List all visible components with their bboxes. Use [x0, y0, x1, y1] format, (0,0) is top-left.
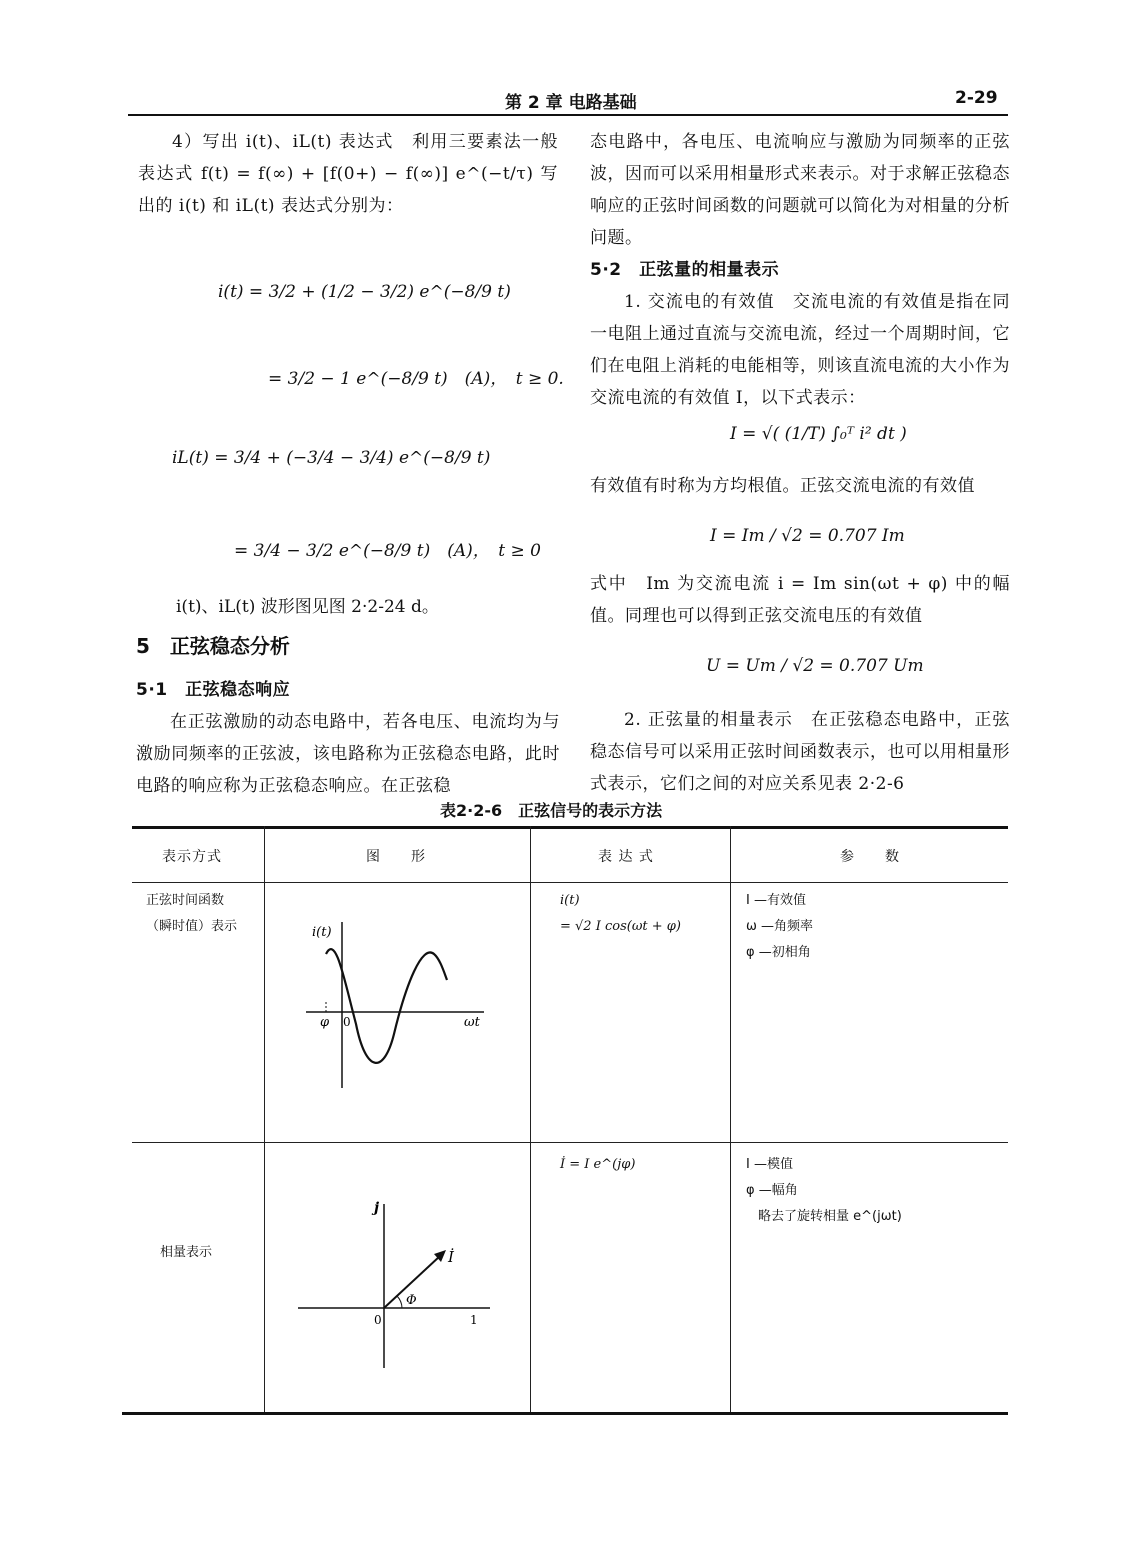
row1-params: [746, 888, 813, 966]
rms-paragraph: 1. 交流电的有效值 交流电流的有效值是指在同一电阻上通过直流与交流电流，经过一个周期时间，它们在电阻上消耗的电能相等，则该直流电流的大小作为交流电流的有效值 I，以下式表示：: [590, 292, 1010, 408]
fig1-zero-label: 0: [343, 1015, 351, 1029]
row1-param-1: I —有效值: [746, 893, 806, 908]
fig2-phi-label: Φ: [406, 1293, 417, 1308]
row2-method: 相量表示: [160, 1245, 213, 1260]
steady-state-cont: 态电路中，各电压、电流响应与激励为同频率的正弦波，因而可以采用相量形式来表示。对于求解正弦稳态响应的正弦时间函数的问题就可以简化为对相量的分析问题。: [590, 132, 1010, 248]
row1-expression: [560, 888, 681, 940]
left-column: [138, 126, 558, 222]
table-header-method: 表示方式: [162, 849, 222, 865]
table-bottom-rule: [122, 1412, 1008, 1415]
row1-expr-line1: i(t): [560, 893, 580, 908]
im-paragraph: 式中 Im 为交流电流 i = Im sin(ωt + φ) 中的幅值。同理也可以得到正弦交流电压的有效值: [590, 574, 1010, 626]
sine-curve: [326, 949, 447, 1063]
sub-5-2-title: 5·2 正弦量的相量表示: [590, 260, 780, 280]
equation-i-line2: = 3/2 − 1 e^(−8/9 t) (A)， t ≥ 0.: [268, 369, 564, 389]
fig1-phi-label: φ: [320, 1015, 330, 1030]
section-5-1: [136, 674, 560, 802]
row1-method-line2: （瞬时值）表示: [146, 919, 238, 934]
row1-param-2: ω —角频率: [746, 919, 814, 934]
table-header-figure: 图 形: [366, 849, 426, 865]
phase-arc: [397, 1296, 402, 1308]
fig1-x-label: ωt: [464, 1015, 480, 1030]
equation-u-rms: U = Um / √2 = 0.707 Um: [706, 656, 924, 676]
row2-param-1: I —模值: [746, 1157, 793, 1172]
fig1-y-label: i(t): [312, 925, 332, 940]
sub-5-1-title: 5·1 正弦稳态响应: [136, 680, 291, 700]
rms-note-block: [590, 470, 1010, 502]
table-header-expression: 表 达 式: [598, 849, 654, 865]
table-header-parameters: 参 数: [840, 849, 900, 865]
phasor-figure: [266, 1146, 528, 1410]
row1-method: [146, 888, 237, 940]
equation-i-rms: I = Im / √2 = 0.707 Im: [710, 526, 905, 546]
fig2-vector-label: İ: [448, 1248, 454, 1266]
page-number: 2-29: [955, 88, 998, 108]
equation-il-line2: = 3/4 − 3/2 e^(−8/9 t) (A)， t ≥ 0: [234, 541, 541, 561]
im-block: [590, 568, 1010, 632]
row2-params: [746, 1152, 902, 1230]
row1-method-line1: 正弦时间函数: [146, 893, 225, 908]
table-col-rule-2: [530, 826, 531, 1412]
equation-il-line1: iL(t) = 3/4 + (−3/4 − 3/4) e^(−8/9 t): [172, 448, 491, 468]
waveform-note: i(t)、iL(t) 波形图见图 2·2-24 d。: [176, 597, 439, 617]
sub-5-1-text: 在正弦激励的动态电路中，若各电压、电流均为与激励同频率的正弦波，该电路称为正弦稳态电路，此时电路的响应称为正弦稳态响应。在正弦稳: [136, 712, 560, 796]
row2-param-3: 略去了旋转相量 e^(jωt): [758, 1209, 902, 1224]
rms-note: 有效值有时称为方均根值。正弦交流电流的有效值: [590, 476, 975, 496]
table-col-rule-1: [264, 826, 265, 1412]
section-5-title: 5 正弦稳态分析: [136, 634, 290, 658]
step4-paragraph: 4）写出 i(t)、iL(t) 表达式 利用三要素法一般表达式 f(t) = f(∞) + [f(0+) − f(∞)] e^(−t/τ) 写出的 i(t) 和 iL(t) 表达式分别为：: [138, 132, 558, 216]
row1-expr-line2: = √2 I cos(ωt + φ): [560, 919, 681, 934]
row2-expression: İ = I e^(jφ): [560, 1157, 636, 1172]
right-column-top: [590, 126, 1010, 414]
table-col-rule-3: [730, 826, 731, 1412]
chapter-title: 第 2 章 电路基础: [505, 93, 637, 113]
sine-wave-figure: [266, 884, 528, 1140]
equation-rms: I = √( (1/T) ∫₀ᵀ i² dt ): [730, 424, 907, 444]
fig2-one-label: 1: [470, 1313, 478, 1327]
phasor-paragraph: 2. 正弦量的相量表示 在正弦稳态电路中，正弦稳态信号可以采用正弦时间函数表示，也可以用相量形式表示，它们之间的对应关系见表 2·2-6: [590, 710, 1010, 794]
equation-i-line1: i(t) = 3/2 + (1/2 − 3/2) e^(−8/9 t): [218, 282, 511, 302]
fig2-zero-label: 0: [374, 1313, 382, 1327]
phasor-block: [590, 704, 1010, 800]
table-caption: 表2·2-6 正弦信号的表示方法: [440, 801, 663, 820]
row2-param-2: φ —幅角: [746, 1183, 798, 1198]
row1-param-3: φ —初相角: [746, 945, 811, 960]
header-rule: [128, 114, 1008, 116]
fig2-j-label: j: [374, 1200, 380, 1216]
